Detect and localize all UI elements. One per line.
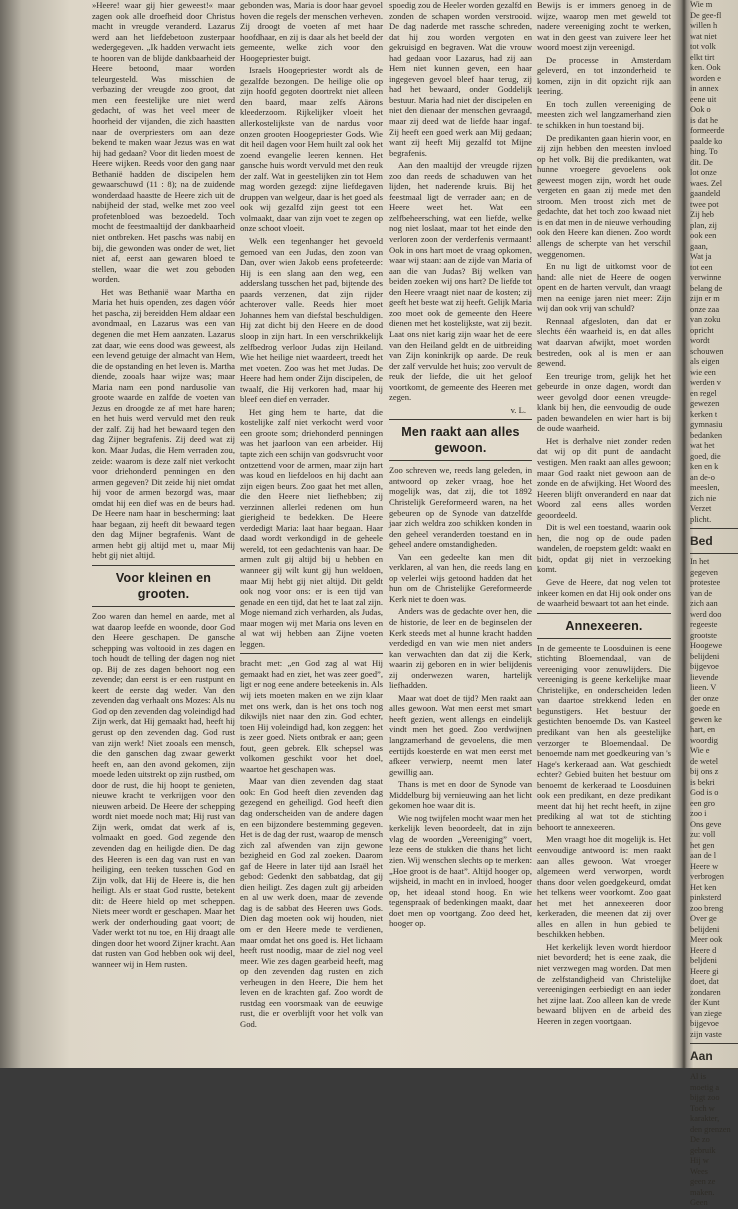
paragraph: Geve de Heere, dat nog velen tot inkeer komen en dat Hij ook onder ons de waarheid bewaart tot aan het einde.	[537, 576, 671, 609]
paragraph: Het was Bethanië waar Martha en Maria het huis openden, zes dagen vóór het pascha, zij bereidden Hem aldaar een avondmaal, en Lazarus was een van degenen die met Hem aanzaten. Lazarus zat daar, wie eens dood was geweest, als een levend getuige der almacht van Hem, die de opstanding en het leven is. Martha diende, zooals haar wijze was; maar Maria nam een pond nardusolie van groote waarde en zalfde de voeten van Jezus en droogde ze af met hare haren; en het huis werd vervuld met den reuk der zalf. Zij had het bewaard tegen den dag Zijner begrafenis. Zij deed wat zij kon. Maar Judas, die Hem verraden zou, zeide: waarom is deze zalf niet verkocht voor driehonderd penningen en den armen gegeven? Dit zeide hij niet omdat hij voor de armen bezorgd was, maar omdat hij een dief was en de beurs had. De Heere nam haar in bescherming: laat haar begaan, zij heeft dit bewaard tegen den dag Mijner begrafenis. Want de armen hebt gij altijd met u, maar Mij hebt gij niet altijd.	[92, 286, 235, 561]
edge-text-fragment: Wat ja	[690, 252, 712, 261]
edge-text-fragment: formeerde	[690, 126, 725, 135]
paragraph: Israels Hoogepriester wordt als de gezalfde bezongen. De heilige olie op zijn hoofd gegoten doortrekt niet alleen den baard, maar zelfs Aärons kleederzoom. Rijkelijker vloeit het allerkostelijkste van de nardus voor onzen grooten Hoogepriester Gods. Wie dit heil dagen voor Hem huilt zal ook het zoend evangelie leeren kennen. Het gansche huis wordt vervuld met den reuk der zalf. Wat in geestelijken zin tot Hem mag worden gezegd: zijne liefdegaven druppen van welgeur, daar is het goed als ook wij gezalfd zijn geest tot een volmaakt, daar van zijn voet te zegen op onze schoot vloeit.	[240, 65, 383, 234]
edge-text-fragment: een gro	[690, 798, 715, 808]
paragraph: In de gemeente te Loosduinen is eene stichting Bloemendaal, van de vereeniging voor zenuwlijders. Die vereeniging is geene kerkelijke maar Christelijke, en onderscheiden leden van daartoe strekkend leden en begunstigers. Het bestuur der gestichten benoemde Ds. van Kasteel predikant van hen als geestelijke verzorger te Bloemendaal. De benoemde nam met goedkeuring van 's Hage's kerkeraad aan. Wat geschiedt echter? Gebied buiten het bestuur om benoemt de kerkeraad te Loosduinen ook een predikant, en deze predikant meent dat hij het recht heeft, in zijne prediking al wat tot de stichting behoort te annexeeren.	[537, 642, 671, 832]
edge-text-fragment: zoo i	[690, 809, 707, 818]
edge-text-fragment: zich aan	[690, 599, 718, 608]
edge-text-fragment: goede en	[690, 704, 720, 713]
edge-text-fragment: willen h	[690, 21, 718, 30]
section-divider	[240, 653, 383, 654]
edge-text-fragment: schouwen	[690, 346, 724, 356]
edge-text-fragment: eene uit	[690, 94, 717, 104]
edge-text-fragment: aan de l	[690, 851, 717, 860]
edge-text-fragment: verwinne	[690, 273, 722, 282]
edge-text-fragment: ken. Ook	[690, 63, 721, 72]
edge-text-fragment: wat het	[690, 441, 715, 450]
edge-text-fragment: als eigen	[690, 357, 720, 366]
edge-text-fragment: gaandeld	[690, 189, 721, 198]
paragraph: Het kerkelijk leven wordt hierdoor niet bevorderd; het is eene zaak, die niet verzwegen mag worden. Dat men de zelfstandigheid van Christelijke vereenigingen eerbiedigt en aan ieder het zijne laat. Zoo alleen kan de vrede bewaard blijven en de arbeid des Heeren in zegen voortgaan.	[537, 941, 671, 1026]
edge-text-fragment: opricht	[690, 325, 714, 335]
paragraph: Bewijs is er immers genoeg in de wijze, waarop men met geweld tot nadere vereeniging zocht te werken, wat in den geest van zuivere leer het woord moest zijn vereenigd.	[537, 0, 671, 53]
section-divider	[389, 419, 532, 420]
edge-text-fragment: twee pot	[690, 199, 719, 209]
edge-text-fragment: Geen	[690, 1198, 708, 1207]
edge-text-fragment: grootste	[690, 630, 717, 640]
section-heading-voor-kleinen: Voor kleinen en grooten.	[115, 570, 212, 601]
edge-text-fragment: woordig	[690, 735, 718, 745]
edge-text-fragment: bedanken	[690, 430, 723, 440]
edge-text-fragment: gymnasiu	[690, 420, 723, 429]
edge-text-fragment: karakter,	[690, 1114, 720, 1123]
paragraph: Zoo waren dan hemel en aarde, met al wat daarop leefde en woonde, door God den Heere geschapen. De gansche schepping was voltooid in zes dagen en toch houdt de telling der dagen nog niet op. Bij de zes dagen behoort nog een zevende; dan eerst is er een rustpunt en keert de eerste dag weder. Van den zevenden dag verhaalt ons Mozes: Als nu God op den zevenden dag voleindigd had Zijn werk, dat Hij gemaakt had, heeft hij gerust op den zevenden dag. God rust van zijn werk! Niet zooals een mensch, die den ganschen dag zwaar gewerkt heeft en, aan den avond gekomen, zijn moede leden uitstrekt op zijn rustbed, om door de rust, die hij hoopt te genieten, nieuwe kracht te verkrijgen voor den nieuwen arbeid. De Heere der schepping wordt niet moede noch mat; Hij rust van Zijn werk, omdat dat werk af is, volmaakt en goed. God zegende den zevenden dag en heiligde dien. De dag des Heeren is een dag van rust en van heiliging, een teeken tusschen God en Zijn volk, dat Hij de Heere is, die hen heiligt. Als er staat God rustte, betekent dit: de Heere hield op met scheppen. Niets meer wordt er geschapen. Maar het werk der onderhouding gaat voort; de Vader werkt tot nu toe, en Hij draagt alle dingen door het woord Zijner kracht. Aan dat rusten van God hebben ook wij deel, wanneer wij in Hem rusten.	[92, 610, 235, 970]
edge-text-fragment: van ziege	[690, 1008, 722, 1018]
edge-text-fragment: bijgt zoo	[690, 1093, 720, 1102]
edge-text-fragment: Heere gi	[690, 966, 719, 976]
paragraph: Anders was de gedachte over hen, die de historie, de leer en de beginselen der Kerk steeds met al hunne kracht hadden verdedigd en van wie men niet anders kan verwachten dan dat zij die Kerk, waarin zij geboren en in wier belijdenis zij onderwezen waren, hartelijk liefhadden.	[389, 606, 532, 691]
section-heading-men-raakt: Men raakt aan alles gewoon.	[401, 425, 520, 456]
edge-text-fragment: protestee	[690, 578, 721, 587]
edge-text-fragment: werd doo	[690, 609, 722, 619]
edge-text-fragment: plan, zij	[690, 220, 717, 230]
column-1-part-1	[92, 0, 235, 561]
column-4-part-2	[537, 643, 671, 1027]
paragraph: spoedig zou de Heeler worden gezalfd en zonden de schapen worden verstrooid. De dag naderde met rassche schreden, dat hij zou worden vergoten en gekruisigd en begraven. Wat die vrouw had gedaan voor Lazarus, had zij aan Hem niet kunnen geven, een haar ingegeven gevoel bleef haar terug, zij had het bewaard, onder Goddelijk bestuur. Maria had niet der discipelen en niet den dienaar der menschen gevraagd, maar zij deed wat de liefde haar ingaf. Zij heeft een goed werk aan Mij gedaan; want zij heeft Mij gezalfd tot Mijne begrafenis.	[389, 0, 532, 158]
paragraph: En toch zullen vereeniging de meesten zich wel langzamerhand zien te schikken in hun toestand bij.	[537, 98, 671, 131]
edge-text-fragment: Al is	[690, 1072, 707, 1081]
paragraph: Het is derhalve niet zonder reden dat wij op dit punt de aandacht vestigen. Men raakt aan alles gewoon; maar God raakt niet gewoon aan de zonde en de afwijking. Het Woord des Heeren blijft onveranderd en naar dat Woord zal eens alles worden geoordeeld.	[537, 435, 671, 520]
edge-text-fragment: Wie e	[690, 746, 710, 755]
paragraph: En nu ligt de uitkomst voor de hand: alle niet de Heere de oogen opent en de harten vervult, dan vraagt men na eenige jaren niet meer: Zijn wij dan ook vrij van schuld?	[537, 261, 671, 314]
edge-text-fragment: belang de	[690, 283, 723, 293]
paragraph: Een treurige trom, gelijk het het gebeurde in onze dagen, wordt dan weer gevolgd door eenen vreugde-klank bij hen, die eenvoudig de oude paden bewandelen en wier hart is bij de oude waarheid.	[537, 370, 671, 434]
edge-text-fragment: ken en k	[690, 462, 719, 471]
next-page-edge-column	[690, 0, 738, 1207]
edge-text-fragment: Toch w	[690, 1103, 715, 1113]
paragraph: bracht met: „en God zag al wat Hij gemaakt had en ziet, het was zeer goed”, ligt er nog eene andere beteekenis in. Als wij iets moeten maken en we zijn klaar met ons werk, dan is het ons toch nog dikwijls niet naar den zin. God echter, toen Hij voleindigd had, kon zeggen: het is zeer goed. Niets ontbrak er aan; geen fout, geen gebrek. Elk schepsel was volkomen geschikt voor het doel, waartoe het geschapen was.	[240, 658, 383, 774]
edge-text-fragment: paalde ko	[690, 136, 723, 146]
section-heading-annexeeren: Annexeeren.	[565, 618, 643, 633]
column-3-part-1	[389, 0, 532, 403]
edge-part-3	[690, 1072, 738, 1209]
edge-text-fragment: bij ons z	[690, 767, 719, 776]
edge-text-fragment: wordt	[690, 336, 710, 345]
edge-text-fragment: is bekri	[690, 777, 715, 787]
edge-text-fragment: tot een	[690, 262, 713, 272]
edge-text-fragment: meeslen,	[690, 483, 720, 492]
paragraph: Aan den maaltijd der vreugde rijzen zoo dan reeds de schaduwen van het lijden, het naderende kruis. Bij het feestmaal ligt de verrader aan; en de Heere weet het. Wat een zelfbeheersching, wat een liefde, welke nog niet loslaat, maar tot het einde den verloren zoon der verderfenis vermaant! Ook in ons hart moet de vraag opkomen, waar wij staan: aan de zijde van Maria of aan die van Judas? Bij welken van beiden zoeken wij ons hart? De liefde tot den Heere vraagt niet naar de kosten; zij geeft het beste wat zij heeft. Gelijk Maria zoo moet ook de gemeente den Heere dienen met het kostelijkste, wat zij bezit. Laat ons niet karig zijn waar het de eere van den Heiland geldt en de uitbreiding van Zijn koninkrijk op aarde. De reuk der zalf vervulde het huis; zoo vervult de reuk der liefde, die uit het geloof voortkomt, de gemeente des Heeren met zegen.	[389, 160, 532, 403]
edge-text-fragment: Ons geve	[690, 819, 722, 829]
edge-text-fragment: van de	[690, 588, 713, 598]
paragraph: Rennaal afgesloten, dan dat er slechts één waarheid is, en dat alles wat daarvan afwijkt, moet worden bestreden, ook al is men er aan gewend.	[537, 315, 671, 369]
column-1-part-2	[92, 611, 235, 970]
edge-text-fragment: der Kunt	[690, 998, 720, 1007]
edge-text-fragment: ook een	[690, 231, 717, 240]
column-2	[240, 0, 383, 1032]
edge-text-fragment: pinksterd	[690, 893, 722, 902]
edge-text-fragment: lot onze	[690, 168, 717, 177]
edge-text-fragment: De gee-fl	[690, 10, 722, 20]
edge-text-fragment: bijgevoe	[690, 662, 719, 671]
column-4-part-1	[537, 0, 671, 609]
edge-text-fragment: beljdeni	[690, 956, 717, 965]
edge-text-fragment: geen ze	[690, 1177, 716, 1186]
edge-text-fragment: zondaren	[690, 987, 721, 997]
section-divider	[690, 1068, 738, 1069]
column-3	[389, 0, 532, 931]
edge-text-fragment: wat niet	[690, 31, 717, 41]
edge-text-fragment: doet, dat	[690, 977, 719, 986]
column-3-part-2	[389, 465, 532, 929]
edge-text-fragment: gaan,	[690, 241, 708, 251]
edge-text-fragment: is dat he	[690, 115, 718, 125]
edge-text-fragment: Heere d	[690, 945, 717, 955]
edge-text-fragment: Hij w	[690, 1156, 709, 1165]
edge-heading-1: Bed	[690, 534, 713, 548]
paragraph: Welk een tegenhanger het gevoeld gemoed van een Judas, den zoon van Dan, over wien Jakob eens profeteerde: Hij is een slang aan den weg, een adderslang tusschen het pad, bijtende des paards verzenen, dat zijn rijder achterover valle. Reeds hier moet Johannes hem van diefstal beschuldigen. Hij zat dicht bij den Heere en de dood sloop in zijn hart. In een verschrikkelijk zelfbedrog verloor Judas zijn Heiland. Wie het heilige niet waardeert, treedt het met voeten. Zoo was het met Judas. De Heere had hem onder Zijn discipelen, de twaalf, die Hij verkoren had, maar hij bleef een dief en verrader.	[240, 236, 383, 405]
edge-text-fragment: worden e	[690, 73, 721, 83]
edge-text-fragment: zu: voll	[690, 830, 716, 839]
column-2-part-2	[240, 658, 383, 1029]
edge-text-fragment: gebruik	[690, 1145, 716, 1155]
edge-text-fragment: onze zaa	[690, 304, 720, 314]
paragraph: Men vraagt hoe dit mogelijk is. Het eenvoudige antwoord is: men raakt aan alles gewoon. Wat vroeger algemeen werd verworpen, wordt thans door velen goedgekeurd, omdat het telkens weer voorkomt. Zoo gaat het met het annexeeren door kerkeraden, die meenen dat zij over alles en allen in hun gebied te beschikken hebben.	[537, 834, 671, 940]
edge-text-fragment: Heere w	[690, 861, 719, 871]
edge-heading-2: Aan	[690, 1049, 713, 1063]
paragraph: De processe in Amsterdam geleverd, en tot inzonderheid te komen, zijn in dit opzicht rijk aan leering.	[537, 54, 671, 97]
edge-text-fragment: Wie m	[690, 0, 713, 9]
edge-text-fragment: lieen. V	[690, 683, 717, 692]
section-divider	[690, 553, 738, 554]
edge-text-fragment: moetig a	[690, 1082, 720, 1092]
edge-text-fragment: Over ge	[690, 914, 717, 923]
paragraph: Thans is met en door de Synode van Middelburg bij vernieuwing aan het licht gekomen hoe waar dit is.	[389, 779, 532, 811]
edge-text-fragment: zijn vaste	[690, 1029, 722, 1039]
edge-text-fragment: Meer ook	[690, 935, 723, 944]
edge-text-fragment: hing. To	[690, 147, 718, 156]
paragraph: Het ging hem te harte, dat die kostelijke zalf niet verkocht werd voor een groote som; driehonderd penningen was het jaarloon van een arbeider. Hij tapte zich een schijn van godsvrucht voor ontzettend voor de armen, maar zijn hart was koud en liefdeloos en hij dacht aan zijn eigen beurs. Zoo gaat het met allen, die den Heere niet liefhebben; zij verzinnen allerlei redenen om hun gierigheid te bedekken. De Heere verdedigt Maria: laat haar begaan. Haar daad wordt verkondigd in de geheele wereld, tot een gedachtenis van haar. De armen zult gij altijd bij u hebben en wanneer gij wilt kunt gij hun weldoen, maar Mij hebt gij niet altijd. Dit geldt ook nog voor ons: er is een tijd van genade en een tijd, dat het te laat zal zijn. Moge niemand zich verharden, als Judas, maar mogen wij met Maria ons leven en al wat wij hebben aan Zijne voeten leggen.	[240, 406, 383, 649]
edge-text-fragment: Zij heb	[690, 210, 714, 219]
section-divider	[389, 460, 532, 461]
edge-part-2	[690, 557, 738, 1040]
edge-text-fragment: belijdeni	[690, 924, 720, 934]
edge-text-fragment: Wees	[690, 1166, 708, 1176]
paragraph: Maar van dien zevenden dag staat ook: En God heeft dien zevenden dag gezegend en geheiligd. God heeft dien dag onderscheiden van de andere dagen en een bijzondere bestemming gegeven. Het is de dag der rust, waarop de mensch zich zal afwenden van zijn gewone bezigheid en God zal zoeken. Daarom gaf de Heere in later tijd aan Israël het gebod: Gedenkt den sabbatdag, dat gij dien heiligt. Zes dagen zult gij arbeiden en al uw werk doen, maar de zevende dag is de sabbat des Heeren uws Gods. Dien dag moeten ook wij houden, niet om er den Heere mede te verdienen, maar omdat het ons goed is. Het lichaam heeft rust noodig, maar de ziel nog veel meer. Wie zes dagen gearbeid heeft, mag op den zevenden dag rusten en zich verheugen in den Heere, Die hem het leven en de krachten gaf. Zoo wordt de rustdag een voorsmaak van de eeuwige rust, die er overblijft voor het volk van God.	[240, 776, 383, 1029]
edge-text-fragment: In het	[690, 557, 710, 566]
edge-text-fragment: Hoogewe	[690, 641, 723, 650]
edge-text-fragment: der onze	[690, 693, 719, 703]
edge-text-fragment: lievende	[690, 672, 719, 682]
paragraph: Dit is wel een toestand, waarin ook hen, die nog op de oude paden wandelen, de roepstem geldt: waakt en bidt, opdat gij niet in verzoeking komt.	[537, 522, 671, 575]
edge-text-fragment: gewen ke	[690, 714, 722, 724]
edge-text-fragment: zoo breng	[690, 903, 724, 913]
section-divider	[537, 613, 671, 614]
edge-text-fragment: waes. Zel	[690, 178, 723, 188]
paragraph: De predikanten gaan hierin voor, en zij zijn hebben den meesten invloed op het volk. Bij die predikanten, wat hunne vroegere gevoelens ook geweest mogen zijn, wordt het oude vergeten en gaan zij mede met den stroom. Men troost zich met de gedachte, dat het toch zoo kwaad niet is en dat men in de nieuwe verhouding ook den Heere kan dienen. Zoo wordt allengs de scherpte van het verschil weggenomen.	[537, 132, 671, 259]
edge-text-fragment: elkt tirt	[690, 52, 715, 62]
section-divider	[92, 565, 235, 566]
edge-text-fragment: gegeven	[690, 567, 718, 577]
edge-text-fragment: het gen	[690, 840, 715, 850]
edge-text-fragment: van zoku	[690, 315, 721, 324]
edge-text-fragment: wie een	[690, 367, 716, 377]
paragraph: Van een gedeelte kan men dit verklaren, al van hen, die reeds lang en op velerlei wijs getoond hadden dat het hun om de Christelijke Gereformeerde Kerk niet te doen was.	[389, 551, 532, 604]
paragraph: Maar wat doet de tijd? Men raakt aan alles gewoon. Wat men eerst met smart heeft gezien, went allengs en eindelijk vindt men het goed. Zoo verdwijnen langzamerhand de gevoelens, die men eertijds koesterde en wat men eerst met afkeer verwierp, neemt men later gewillig aan.	[389, 692, 532, 777]
edge-text-fragment: verbrogen	[690, 872, 724, 881]
edge-text-fragment: zich nie	[690, 493, 717, 503]
edge-text-fragment: plicht.	[690, 514, 712, 524]
edge-text-fragment: an de-o	[690, 472, 715, 482]
edge-text-fragment: bijgevoe	[690, 1019, 719, 1028]
paragraph: gebonden was, Maria is door haar gevoel hoven die regels der menschen verheven. Zij droogt de voeten af met haar hoofdhaar, en zij is daar als het beeld der gemeente, welke zich voor den Hoogepriester buigt.	[240, 0, 383, 63]
edge-text-fragment: God is o	[690, 788, 719, 797]
edge-text-fragment: Ook o	[690, 105, 711, 114]
edge-text-fragment: werden v	[690, 378, 721, 387]
edge-text-fragment: De zo	[690, 1135, 710, 1144]
paragraph: »Heere! waar gij hier geweest!« maar zagen ook alle droefheid door Christus macht in vreugde veranderd. Lazarus werd aan het liefdebetoon zusterpaar wedergegeven. „Ik hadden verwacht iets te hooren van de blijde dankbaarheid der Heere betoond, maar worden teleurgesteld. Was misschien de verbazing der vreugde zoo groot, dat men een feestelijke ure niet werd gedacht, of was het veel meer de hoorheid der vijanden, die zich haastten naar de overpriesters om aan deze bekend te maken waar Jezus was en wat hij had gedaan? Voor dit lieden moest de Heere wijken. Reeds voor den gang naar Bethanië hadden de discipelen hem gewaarschuwd (11 : 8); na de zuidende wonderdaad haastte de Heere zich uit de nabijheid der stad, welke met zoo veel profetenbloed was bezoedeld. Toch mocht de feestmaaltijd der dankbaarheid niet ontbreken. Het paschs was nabij en bij, die gewonden was onder de wet, liet niet af, eerst aan gewaren bloed te stellen, waar die wet zou geboden worden.	[92, 0, 235, 285]
edge-text-fragment: den grenzen	[690, 1124, 731, 1134]
paragraph: Zoo schreven we, reeds lang geleden, in antwoord op zeker vraag, hoe het mogelijk was, dat zij, die tot 1892 Christelijk Gereformeerd waren, na het gebeuren op de Synode van datzelfde jaar zich weldra zoo schikken konden in den geheel veranderden toestand en in geheel andere omstandigheden.	[389, 465, 532, 550]
edge-text-fragment: maken.	[690, 1187, 715, 1197]
edge-text-fragment: de wetel	[690, 756, 719, 766]
edge-text-fragment: tot volk	[690, 42, 716, 51]
column-1	[92, 0, 235, 972]
section-divider	[92, 606, 235, 607]
edge-text-fragment: kerken t	[690, 409, 718, 419]
edge-part-1	[690, 0, 738, 525]
edge-text-fragment: zijn er m	[690, 294, 720, 303]
section-divider	[690, 1043, 738, 1044]
edge-text-fragment: regeeste	[690, 620, 718, 629]
edge-text-fragment: en regel	[690, 388, 717, 398]
edge-text-fragment: Het ken	[690, 882, 717, 892]
column-2-part-1	[240, 0, 383, 649]
edge-text-fragment: gewezen	[690, 399, 720, 408]
author-signature: v. L.	[510, 404, 526, 415]
column-4	[537, 0, 671, 1028]
edge-text-fragment: in annex	[690, 84, 719, 93]
section-divider	[690, 528, 738, 529]
section-divider	[537, 638, 671, 639]
paragraph: Wie nog twijfelen mocht waar men het kerkelijk leven beoordeelt, dat in zijn vlag de woorden „Vereeniging” voert, leze eens de stukken die thans het licht zien. Wij wenschen slechts op te merken: „Hoe groot is de haat”. Altijd hooger op, wijsheid, in macht en in invloed, hooger op, het ideaal stond hoog. En wie tegenspraak of bedenkingen maakt, daar doet men op voortgang. Zoo deed het, hooger op.	[389, 812, 532, 929]
edge-text-fragment: goed, die	[690, 451, 721, 461]
edge-text-fragment: Verzet	[690, 504, 712, 513]
edge-text-fragment: hart, en	[690, 725, 716, 734]
edge-text-fragment: belijdeni	[690, 651, 720, 661]
edge-text-fragment: dit. De	[690, 157, 713, 167]
